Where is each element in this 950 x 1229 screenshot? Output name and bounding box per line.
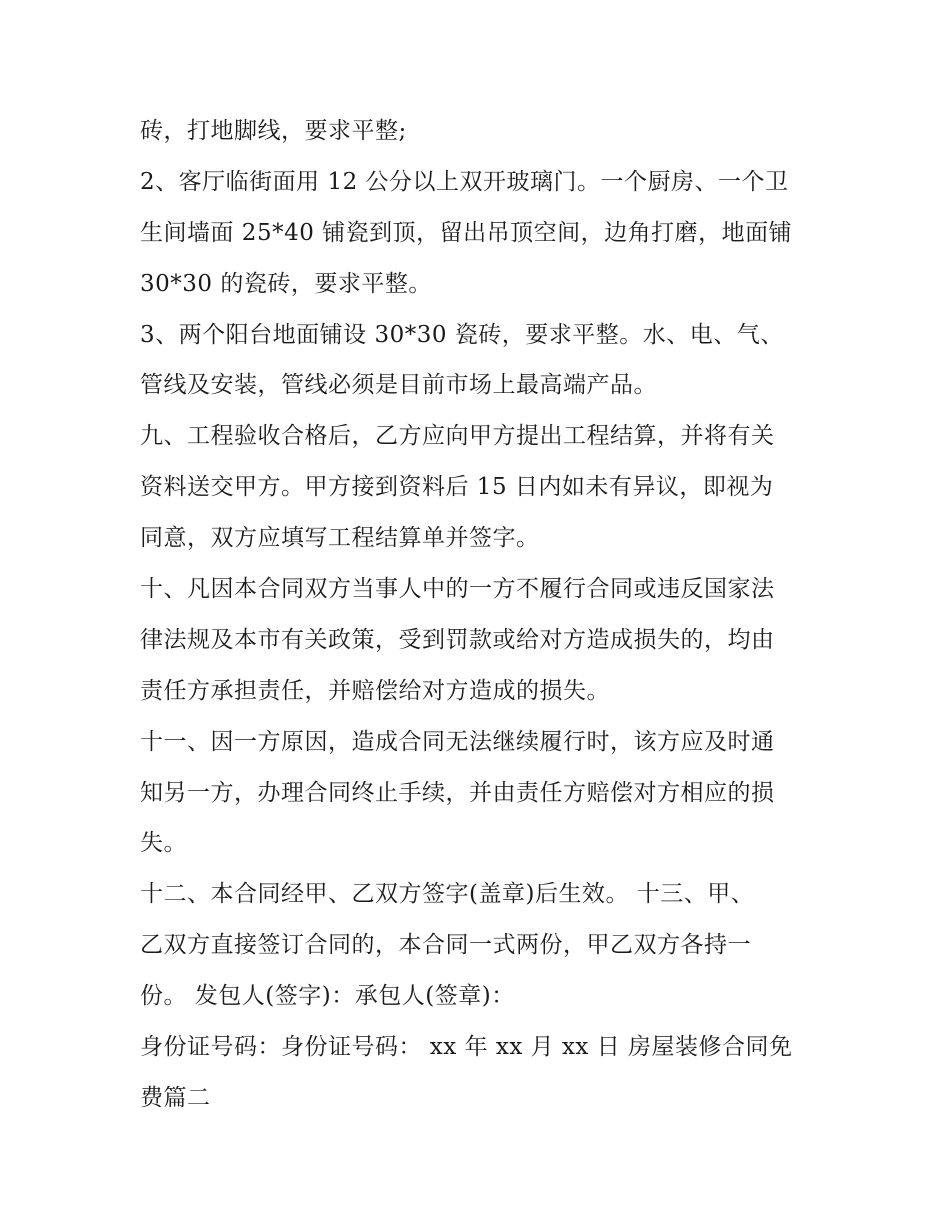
text-line: 十、凡因本合同双方当事人中的一方不履行合同或违反国家法: [140, 576, 775, 603]
text-line: 生间墙面 25*40 铺瓷到顶，留出吊顶空间，边角打磨，地面铺: [140, 219, 793, 246]
text-line: 3、两个阳台地面铺设 30*30 瓷砖，要求平整。水、电、气、: [140, 321, 784, 348]
text-line: 失。: [140, 830, 187, 857]
text-line: 律法规及本市有关政策，受到罚款或给对方造成损失的，均由: [140, 626, 775, 653]
text-line: 责任方承担责任，并赔偿给对方造成的损失。: [140, 677, 610, 704]
text-line: 十一、因一方原因，造成合同无法继续履行时，该方应及时通: [140, 728, 775, 755]
text-line: 同意，双方应填写工程结算单并签字。: [140, 525, 540, 552]
text-line: 九、工程验收合格后，乙方应向甲方提出工程结算，并将有关: [140, 423, 775, 450]
text-line: 管线及安装，管线必须是目前市场上最高端产品。: [140, 372, 657, 399]
text-line: 身份证号码：身份证号码： xx 年 xx 月 xx 日 房屋装修合同免: [140, 1034, 793, 1061]
text-line: 十二、本合同经甲、乙双方签字(盖章)后生效。 十三、甲、: [140, 881, 755, 908]
text-line: 费篇二: [140, 1084, 211, 1111]
text-line: 30*30 的瓷砖，要求平整。: [140, 270, 432, 297]
text-line: 知另一方，办理合同终止手续，并由责任方赔偿对方相应的损: [140, 779, 775, 806]
text-line: 2、客厅临街面用 12 公分以上双开玻璃门。一个厨房、一个卫: [140, 168, 789, 195]
text-line: 乙双方直接签订合同的，本合同一式两份，甲乙双方各持一: [140, 932, 751, 959]
text-line: 资料送交甲方。甲方接到资料后 15 日内如未有异议，即视为: [140, 474, 774, 501]
contract-body-text: [140, 106, 820, 1124]
text-line: 份。 发包人(签字)：承包人(签章)：: [140, 983, 515, 1010]
text-line: 砖，打地脚线，要求平整;: [140, 118, 407, 144]
